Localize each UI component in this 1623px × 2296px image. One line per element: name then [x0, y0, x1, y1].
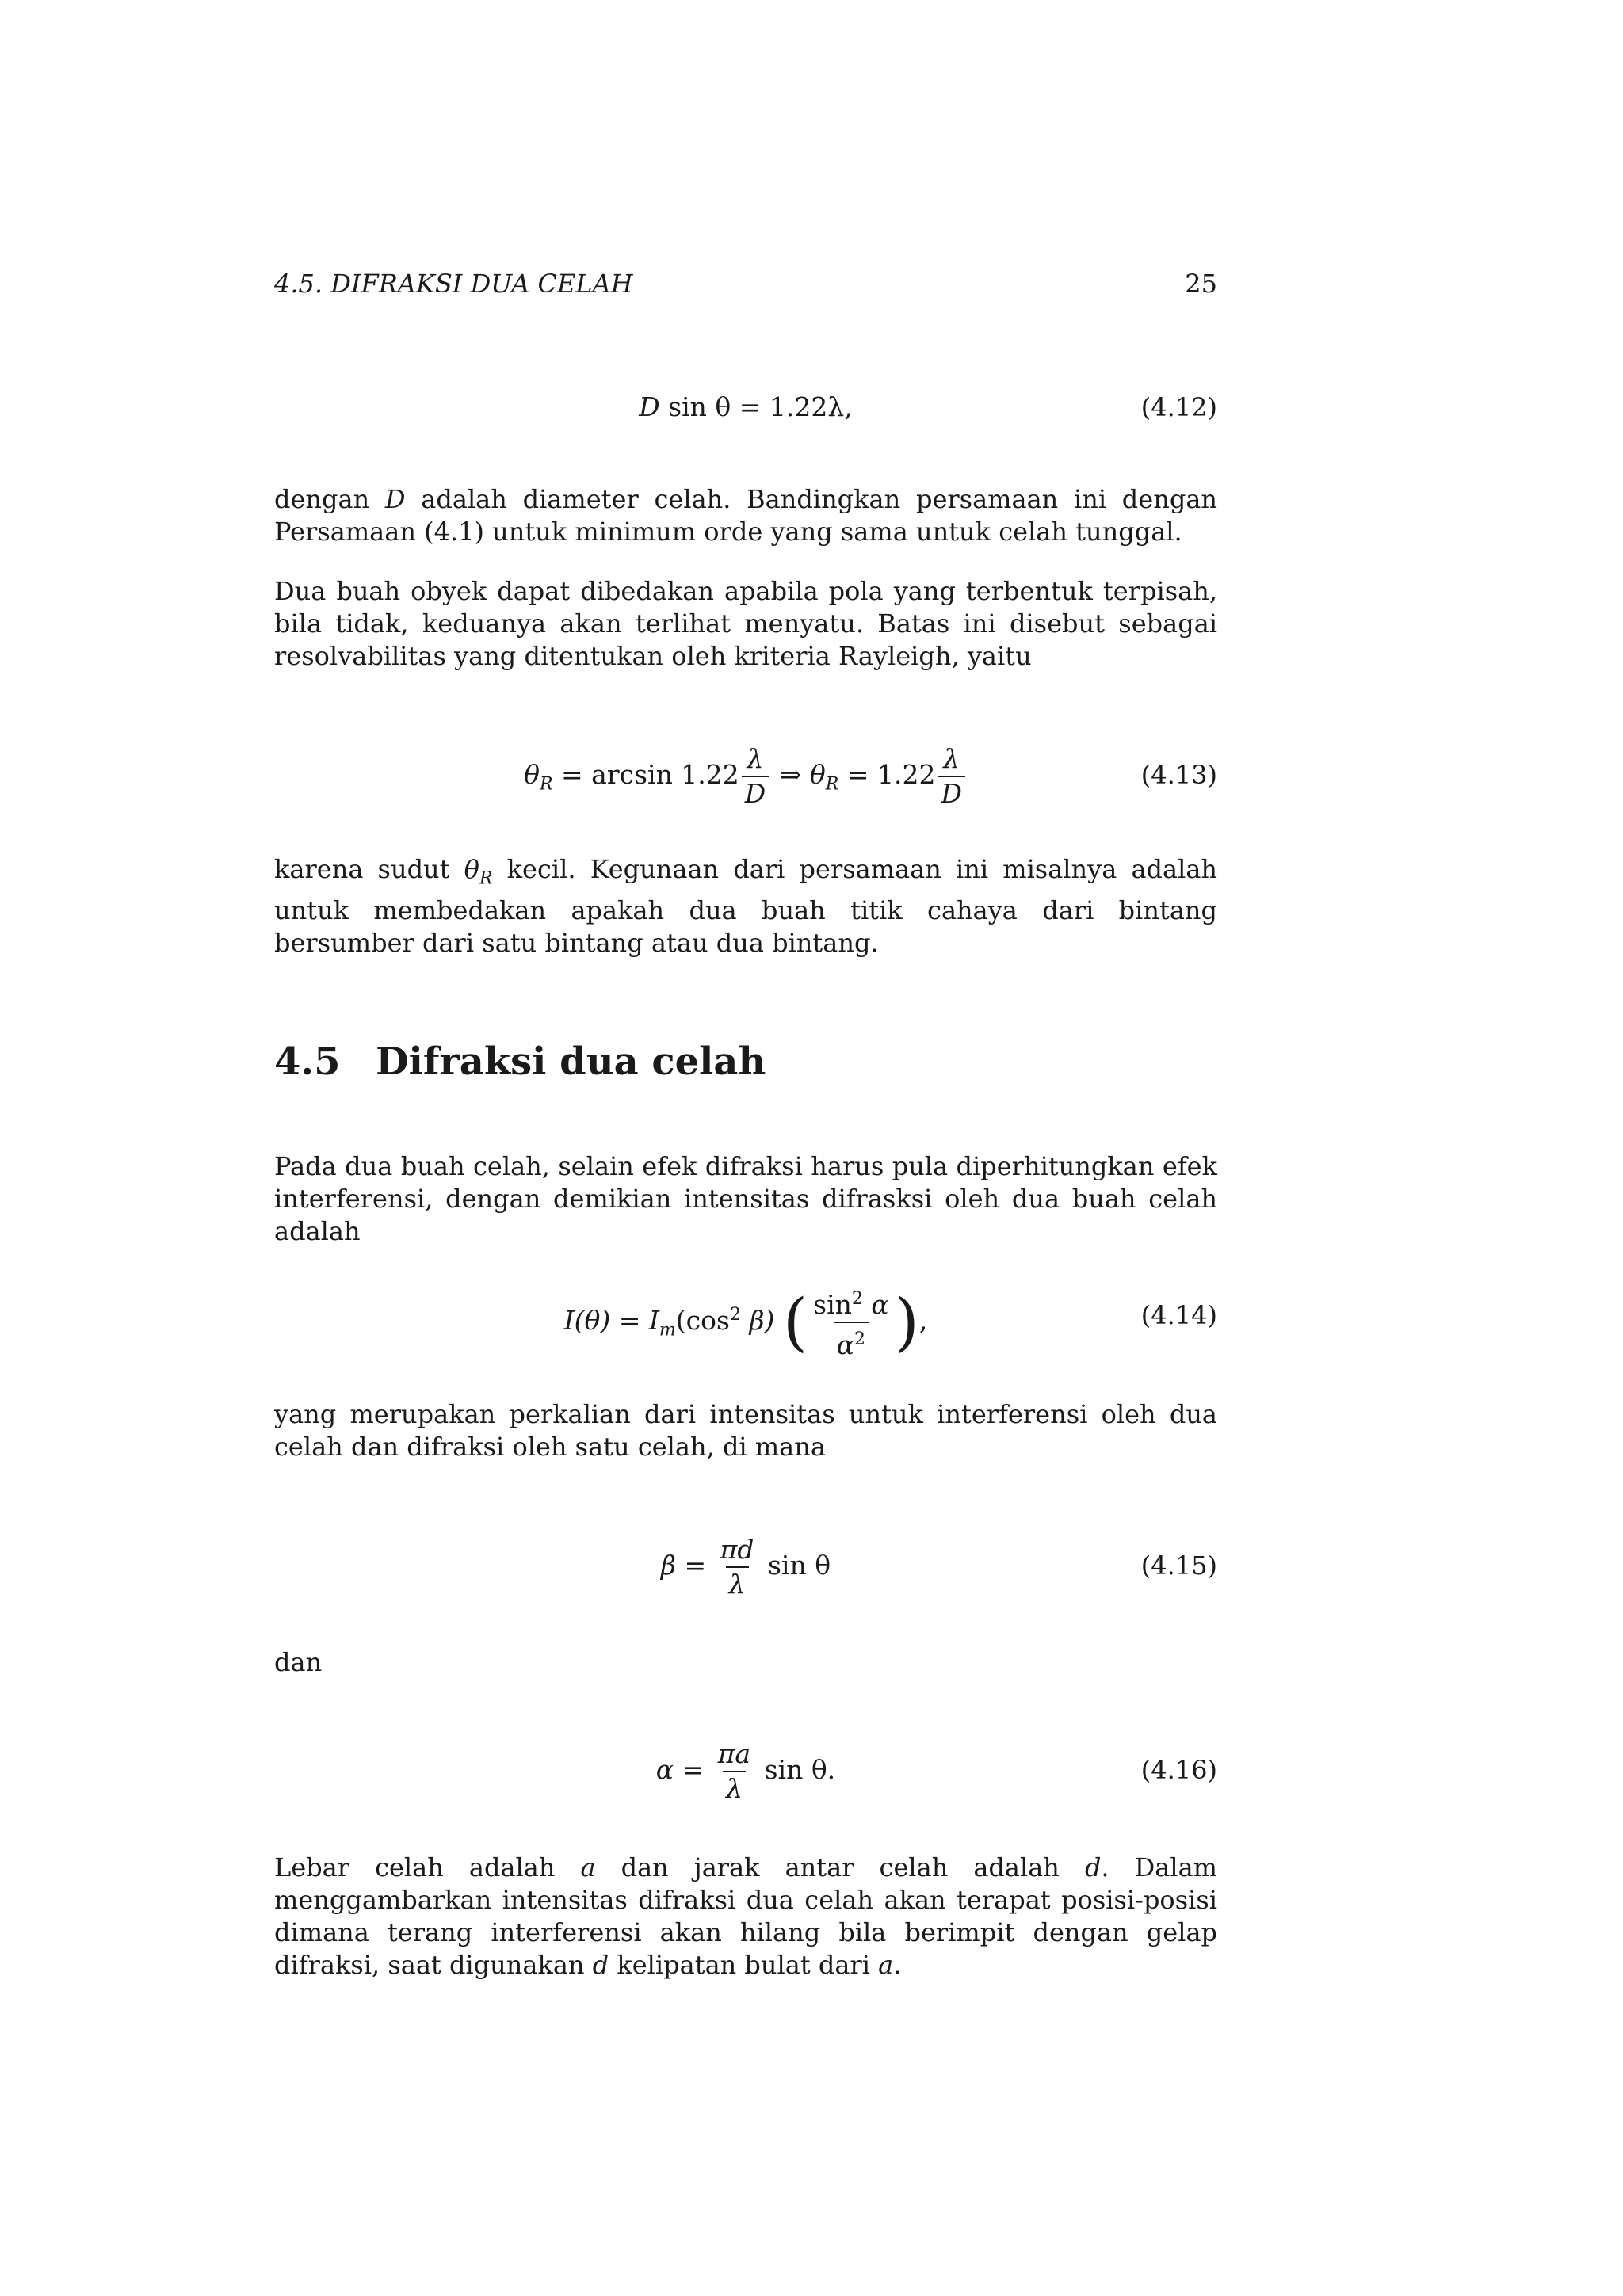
paragraph-slit-width	[274, 1852, 1217, 1981]
equation-number-4-15: (4.15)	[1140, 1550, 1217, 1581]
eq-4-13-theta-a: θ	[524, 759, 540, 790]
equation-number-4-14: (4.14)	[1140, 1300, 1217, 1330]
eq-4-13-fraction-b	[938, 744, 964, 809]
eq-4-14-frac-den	[834, 1322, 869, 1360]
section-number: 4.5	[274, 1039, 341, 1084]
eq-4-14-alpha-den-sup: 2	[854, 1329, 866, 1349]
para6-text-3: . Dalam menggambarkan intensitas difraksi dua celah akan terapat posisi-posisi dimana terang interferensi akan hilang bila berimpit dengan gelap difraksi, saat digunakan	[274, 1852, 1218, 1980]
equation-4-14	[274, 1268, 1217, 1363]
eq-4-14-frac-num	[810, 1284, 892, 1322]
eq-4-13-frac-b-num: λ	[943, 743, 960, 774]
para6-text-5: .	[893, 1950, 902, 1980]
eq-4-15-lhs: β =	[660, 1550, 715, 1581]
eq-4-15-frac-num: πd	[720, 1534, 754, 1565]
para6-var-a: a	[580, 1852, 596, 1882]
equation-4-15	[274, 1527, 1217, 1604]
paragraph-two-slits: Pada dua buah celah, selain efek difraksi harus pula diperhitungkan efek interferensi, dengan demikian intensitas difrasksi oleh dua buah celah adalah	[274, 1151, 1217, 1246]
eq-4-16-frac-den: λ	[723, 1771, 746, 1804]
eq-4-16-lhs: α =	[655, 1754, 712, 1785]
para6-var-d-2: d	[592, 1950, 609, 1980]
para3-sub: R	[479, 868, 493, 889]
eq-4-12-lhs: D	[639, 391, 660, 422]
eq-4-14-beta: β)	[740, 1305, 775, 1336]
eq-4-14-alpha-num: α	[862, 1289, 889, 1320]
eq-4-13-fraction-a	[742, 744, 769, 809]
equation-number-4-12: (4.12)	[1140, 392, 1217, 422]
eq-4-14-sin: sin	[813, 1289, 852, 1320]
para3-text-b: kecil. Kegunaan dari persamaan ini misalnya adalah untuk membedakan apakah dua buah titik cahaya dari bintang bersumber dari satu bintang atau dua bintang.	[274, 854, 1218, 959]
eq-4-16-rhs: sin θ.	[756, 1754, 836, 1785]
eq-4-14-comma: ,	[918, 1305, 928, 1336]
eq-4-15-rhs: sin θ	[759, 1550, 831, 1581]
eq-4-14-left-paren: (	[782, 1285, 808, 1359]
para1-text-b: adalah diameter celah. Bandingkan persamaan ini dengan Persamaan (4.1) untuk minimum orde yang sama untuk celah tunggal.	[274, 484, 1217, 547]
para6-text-4: kelipatan bulat dari	[609, 1950, 879, 1980]
para3-text-a: karena sudut	[274, 854, 464, 884]
eq-4-14-cos: (cos	[675, 1305, 730, 1336]
eq-4-16-frac-num: πa	[717, 1738, 751, 1769]
eq-4-16-fraction	[715, 1739, 754, 1804]
eq-4-12-body: sin θ = 1.22λ,	[659, 391, 853, 422]
paragraph-rayleigh: Dua buah obyek dapat dibedakan apabila pola yang terbentuk terpisah, bila tidak, keduanya akan terlihat menyatu. Batas ini disebut sebagai resolvabilitas yang ditentukan oleh kriteria Rayleigh, yaitu	[274, 576, 1217, 671]
para6-var-a-2: a	[878, 1950, 894, 1980]
equation-number-4-16: (4.16)	[1140, 1755, 1217, 1785]
equation-number-4-13: (4.13)	[1140, 760, 1217, 790]
equation-4-12	[274, 390, 1217, 425]
eq-4-15-frac-den: λ	[726, 1566, 749, 1600]
eq-4-14-lhs-sub: m	[659, 1320, 676, 1341]
eq-4-14-alpha-den: α	[836, 1329, 855, 1360]
page-number: 25	[1185, 269, 1217, 299]
eq-4-14-right-paren: )	[894, 1285, 919, 1359]
running-header: 4.5. DIFRAKSI DUA CELAH	[274, 269, 633, 299]
eq-4-14-cos-sup: 2	[729, 1305, 741, 1325]
equation-4-16	[274, 1732, 1217, 1808]
eq-4-13-sub-b: R	[825, 774, 839, 795]
para3-theta: θ	[464, 854, 479, 884]
eq-4-13-frac-a-den: D	[742, 776, 769, 809]
eq-4-13-arcsin: = arcsin 1.22	[552, 759, 739, 790]
equation-4-13	[274, 737, 1217, 813]
para6-text-2: dan jarak antar celah adalah	[595, 1852, 1085, 1882]
paragraph-diameter	[274, 483, 1217, 548]
eq-4-13-sub-a: R	[539, 774, 553, 795]
paragraph-small-angle	[274, 853, 1217, 959]
para6-text-1: Lebar celah adalah	[274, 1852, 581, 1882]
eq-4-14-fraction	[810, 1284, 892, 1360]
eq-4-13-frac-b-den: D	[938, 776, 964, 809]
word-dan: dan	[274, 1647, 323, 1677]
eq-4-14-lhs: I(θ) = I	[563, 1305, 659, 1336]
section-heading	[274, 1038, 766, 1085]
eq-4-13-frac-a-num: λ	[747, 743, 764, 774]
paragraph-product: yang merupakan perkalian dari intensitas untuk interferensi oleh dua celah dan difraksi oleh satu celah, di mana	[274, 1399, 1217, 1462]
eq-4-13-coeff: = 1.22	[838, 759, 936, 790]
para1-text-a: dengan	[274, 484, 385, 514]
section-title-text: Difraksi dua celah	[376, 1039, 766, 1084]
para1-var-d: D	[384, 484, 406, 514]
para6-var-d: d	[1084, 1852, 1102, 1882]
eq-4-15-fraction	[717, 1535, 758, 1600]
eq-4-13-theta-b: θ	[809, 759, 826, 790]
eq-4-14-sin-sup: 2	[851, 1289, 863, 1309]
eq-4-13-arrow: ⇒	[771, 759, 810, 790]
